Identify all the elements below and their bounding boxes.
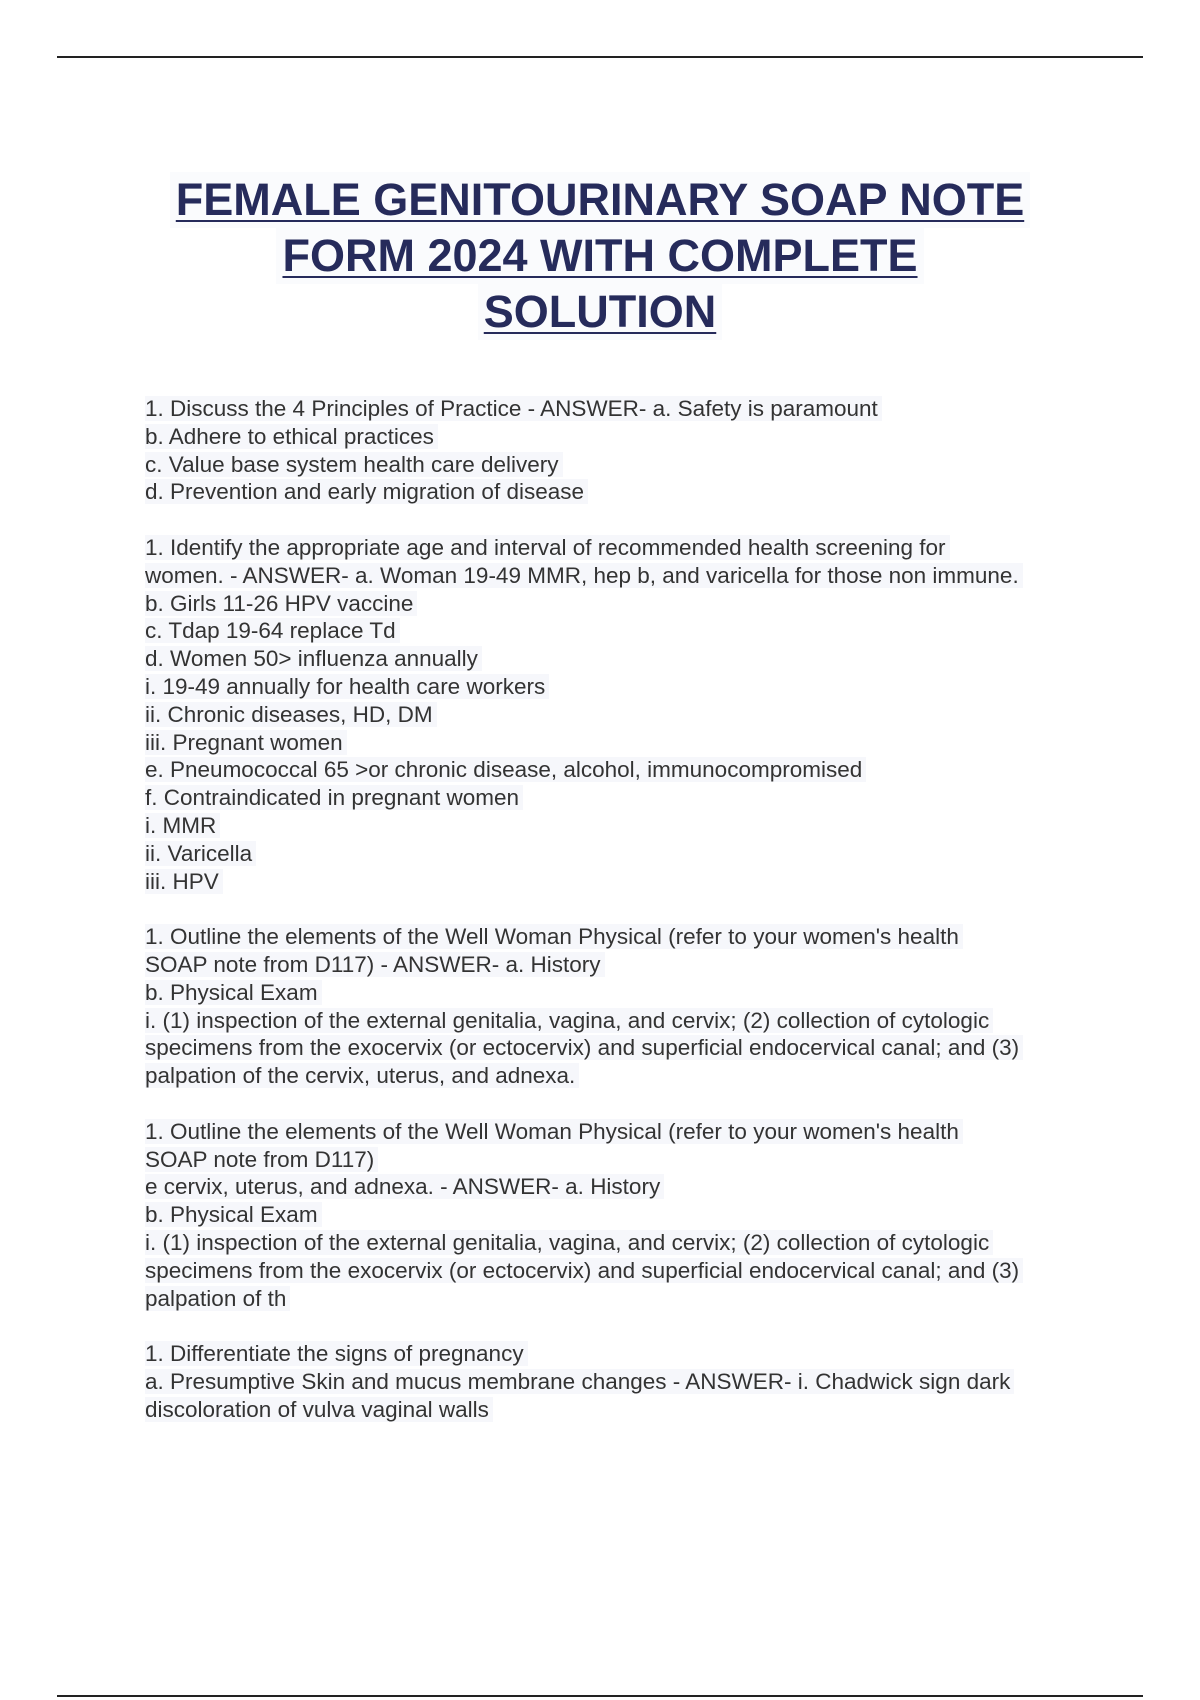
qa-section-principles — [145, 395, 1095, 506]
text-line: a. Presumptive Skin and mucus membrane changes - ANSWER- i. Chadwick sign dark — [145, 1368, 1095, 1396]
text-line: palpation of the cervix, uterus, and adnexa. — [145, 1062, 1095, 1090]
text-line: d. Women 50> influenza annually — [145, 645, 1095, 673]
title-line: FEMALE GENITOURINARY SOAP NOTE — [170, 172, 1030, 228]
qa-section-pregnancy-signs — [145, 1340, 1095, 1423]
text-line: i. (1) inspection of the external genitalia, vagina, and cervix; (2) collection of cytologic — [145, 1229, 1095, 1257]
text-line: f. Contraindicated in pregnant women — [145, 784, 1095, 812]
text-line: b. Physical Exam — [145, 1201, 1095, 1229]
qa-section-well-woman-repeat — [145, 1118, 1095, 1313]
text-line: iii. HPV — [145, 868, 1095, 896]
text-line: d. Prevention and early migration of disease — [145, 478, 1095, 506]
text-line: iii. Pregnant women — [145, 729, 1095, 757]
text-line: ii. Varicella — [145, 840, 1095, 868]
text-line: c. Tdap 19-64 replace Td — [145, 617, 1095, 645]
qa-section-screening — [145, 534, 1095, 895]
title-line: FORM 2024 WITH COMPLETE — [276, 228, 923, 284]
text-line: i. 19-49 annually for health care workers — [145, 673, 1095, 701]
qa-section-well-woman — [145, 923, 1095, 1090]
text-line: 1. Discuss the 4 Principles of Practice - ANSWER- a. Safety is paramount — [145, 395, 1095, 423]
text-line: 1. Differentiate the signs of pregnancy — [145, 1340, 1095, 1368]
text-line: b. Physical Exam — [145, 979, 1095, 1007]
text-line: SOAP note from D117) - ANSWER- a. History — [145, 951, 1095, 979]
text-line: 1. Outline the elements of the Well Woman Physical (refer to your women's health — [145, 923, 1095, 951]
text-line: c. Value base system health care delivery — [145, 451, 1095, 479]
text-line: b. Girls 11-26 HPV vaccine — [145, 590, 1095, 618]
text-line: discoloration of vulva vaginal walls — [145, 1396, 1095, 1424]
text-line: ii. Chronic diseases, HD, DM — [145, 701, 1095, 729]
document-title — [100, 172, 1100, 340]
text-line: b. Adhere to ethical practices — [145, 423, 1095, 451]
text-line: e. Pneumococcal 65 >or chronic disease, alcohol, immunocompromised — [145, 756, 1095, 784]
text-line: 1. Identify the appropriate age and interval of recommended health screening for — [145, 534, 1095, 562]
text-line: SOAP note from D117) — [145, 1146, 1095, 1174]
text-line: i. MMR — [145, 812, 1095, 840]
text-line: e cervix, uterus, and adnexa. - ANSWER- a. History — [145, 1173, 1095, 1201]
text-line: specimens from the exocervix (or ectocervix) and superficial endocervical canal; and (3) — [145, 1257, 1095, 1285]
document-body — [145, 395, 1095, 1451]
top-rule — [57, 56, 1143, 58]
title-line: SOLUTION — [478, 284, 723, 340]
text-line: i. (1) inspection of the external genitalia, vagina, and cervix; (2) collection of cytologic — [145, 1007, 1095, 1035]
text-line: palpation of th — [145, 1285, 1095, 1313]
text-line: specimens from the exocervix (or ectocervix) and superficial endocervical canal; and (3) — [145, 1034, 1095, 1062]
text-line: women. - ANSWER- a. Woman 19-49 MMR, hep b, and varicella for those non immune. — [145, 562, 1095, 590]
text-line: 1. Outline the elements of the Well Woman Physical (refer to your women's health — [145, 1118, 1095, 1146]
bottom-rule — [57, 1695, 1143, 1697]
